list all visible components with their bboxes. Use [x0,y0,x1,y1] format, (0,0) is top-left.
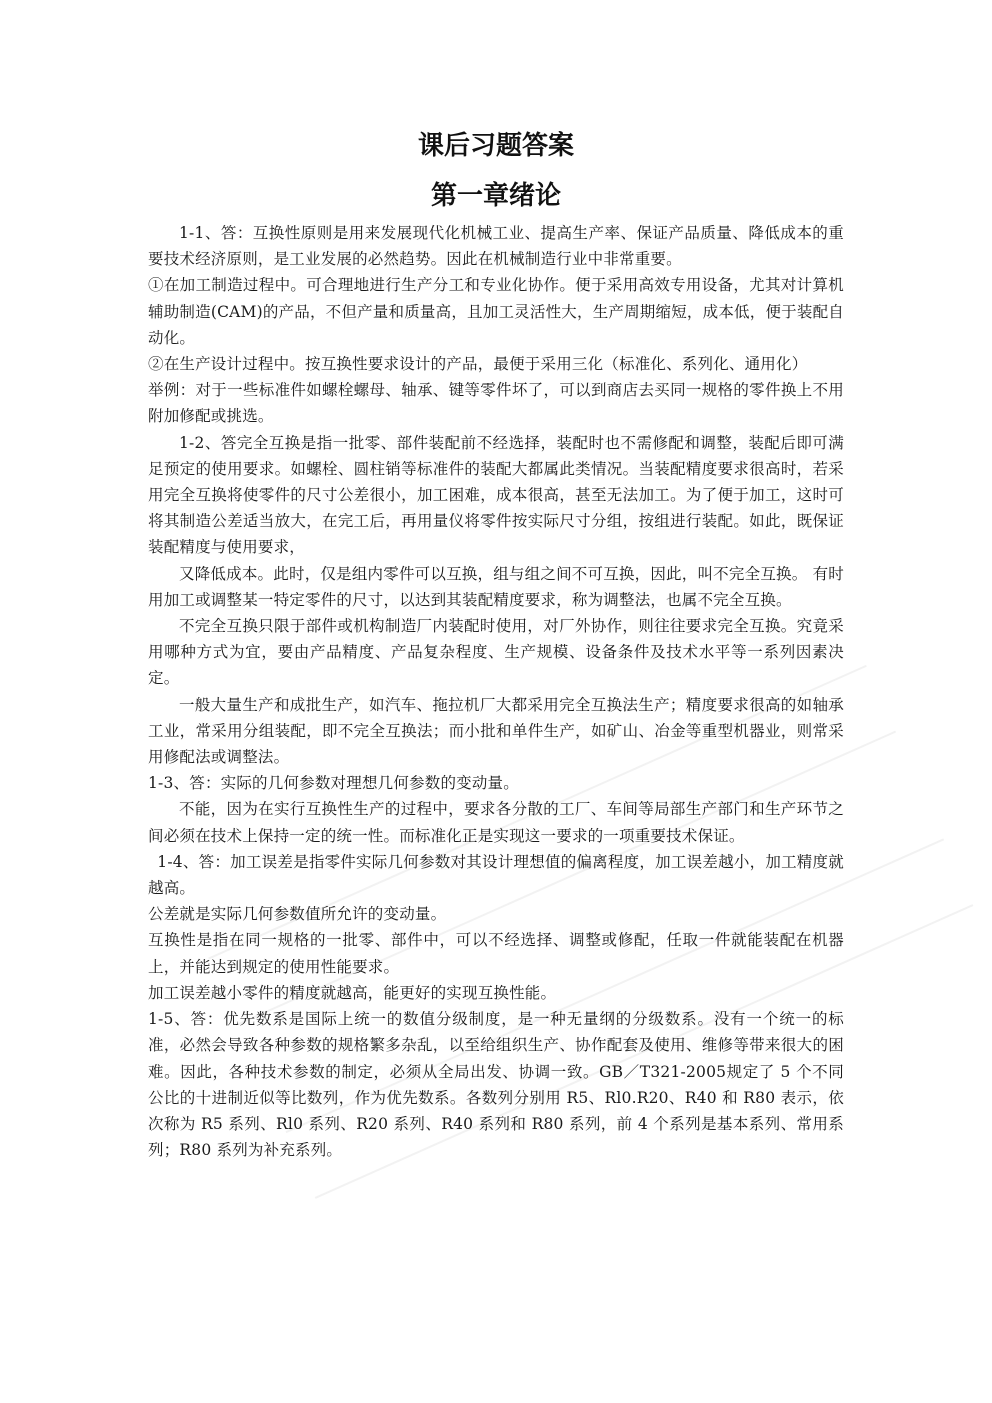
document-page [148,124,844,1163]
paragraph-tolerance: 公差就是实际几何参数值所允许的变动量。 [148,905,447,924]
paragraph-point-2: ②在生产设计过程中。按互换性要求设计的产品，最便于采用三化（标准化、系列化、通用化） [148,355,808,374]
paragraph-error-precision: 加工误差越小零件的精度就越高，能更好的实现互换性能。 [148,983,557,1002]
paragraph-1-4: 1-4、答：加工误差是指零件实际几何参数对其设计理想值的偏离程度，加工误差越小，加工精度就越高。 [148,852,844,898]
chapter-title: 第一章绪论 [430,181,561,211]
paragraph-example: 举例：对于一些标准件如螺栓螺母、轴承、键等零件坏了，可以到商店去买同一规格的零件换上不用附加修配或挑选。 [148,381,844,426]
paragraph-point-1: ①在加工制造过程中。可合理地进行生产分工和专业化协作。便于采用高效专用设备，尤其对计算机辅助制造(CAM)的产品，不但产量和质量高，且加工灵活性大，生产周期缩短，成本低，便于装配自动化。 [148,276,844,347]
paragraph-1-2: 1-2、答完全互换是指一批零、部件装配前不经选择，装配时也不需修配和调整，装配后即可满足预定的使用要求。如螺栓、圆柱销等标准件的装配大都属此类情况。当装配精度要求很高时，若采用完全互换将使零件的尺寸公差很小，加工困难，成本很高，甚至无法加工。为了便于加工，这时可将其制造公差适当放大，在完工后，再用量仪将零件按实际尺寸分组，按组进行装配。如此，既保证装配精度与使用要求， [148,433,844,557]
paragraph-1-1: 1-1、答：互换性原则是用来发展现代化机械工业、提高生产率、保证产品质量、降低成本的重要技术经济原则，是工业发展的必然趋势。因此在机械制造行业中非常重要。 [148,224,844,269]
paragraph-1-3: 1-3、答：实际的几何参数对理想几何参数的变动量。 [148,774,519,793]
paragraph-1-5: 1-5、答：优先数系是国际上统一的数值分级制度，是一种无量纲的分级数系。没有一个统一的标准，必然会导致各种参数的规格繁多杂乱，以至给组织生产、协作配套及使用、维修等带来很大的困难。因此，各种技术参数的制定，必须从全局出发、协调一致。GB／T321-2005规定了 5 个不同公比的十进制近似等比数列，作为优先数系。各数列分别用 R5、Rl0.R20、R40 和 R80 表示，依次称为 R5 系列、Rl0 系列、R20 系列、R40 系列和 R80 系列，前 4 个系列是基本系列、常用系列；R80 系列为补充系列。 [148,1010,844,1160]
paragraph-interchangeability: 互换性是指在同一规格的一批零、部件中，可以不经选择、调整或修配，任取一件就能装配在机器上，并能达到规定的使用性能要求。 [148,931,844,976]
paragraph-1-3-cont: 不能，因为在实行互换性生产的过程中，要求各分散的工厂、车间等局部生产部门和生产环节之间必须在技术上保持一定的统一性。而标准化正是实现这一要求的一项重要技术保证。 [148,800,844,845]
paragraph-partial-interchange: 不完全互换只限于部件或机构制造厂内装配时使用，对厂外协作，则往往要求完全互换。究竟采用哪种方式为宜，要由产品精度、产品复杂程度、生产规模、设备条件及技术水平等一系列因素决定。 [148,617,844,688]
page-title: 课后习题答案 [417,131,574,161]
paragraph-production-methods: 一般大量生产和成批生产，如汽车、拖拉机厂大都采用完全互换法生产；精度要求很高的如轴承工业，常采用分组装配，即不完全互换法；而小批和单件生产，如矿山、冶金等重型机器业，则常采用修配法或调整法。 [148,695,844,767]
paragraph-1-2-cont: 又降低成本。此时，仅是组内零件可以互换，组与组之间不可互换，因此，叫不完全互换。 有时用加工或调整某一特定零件的尺寸，以达到其装配精度要求，称为调整法，也属不完全互换。 [148,564,844,609]
